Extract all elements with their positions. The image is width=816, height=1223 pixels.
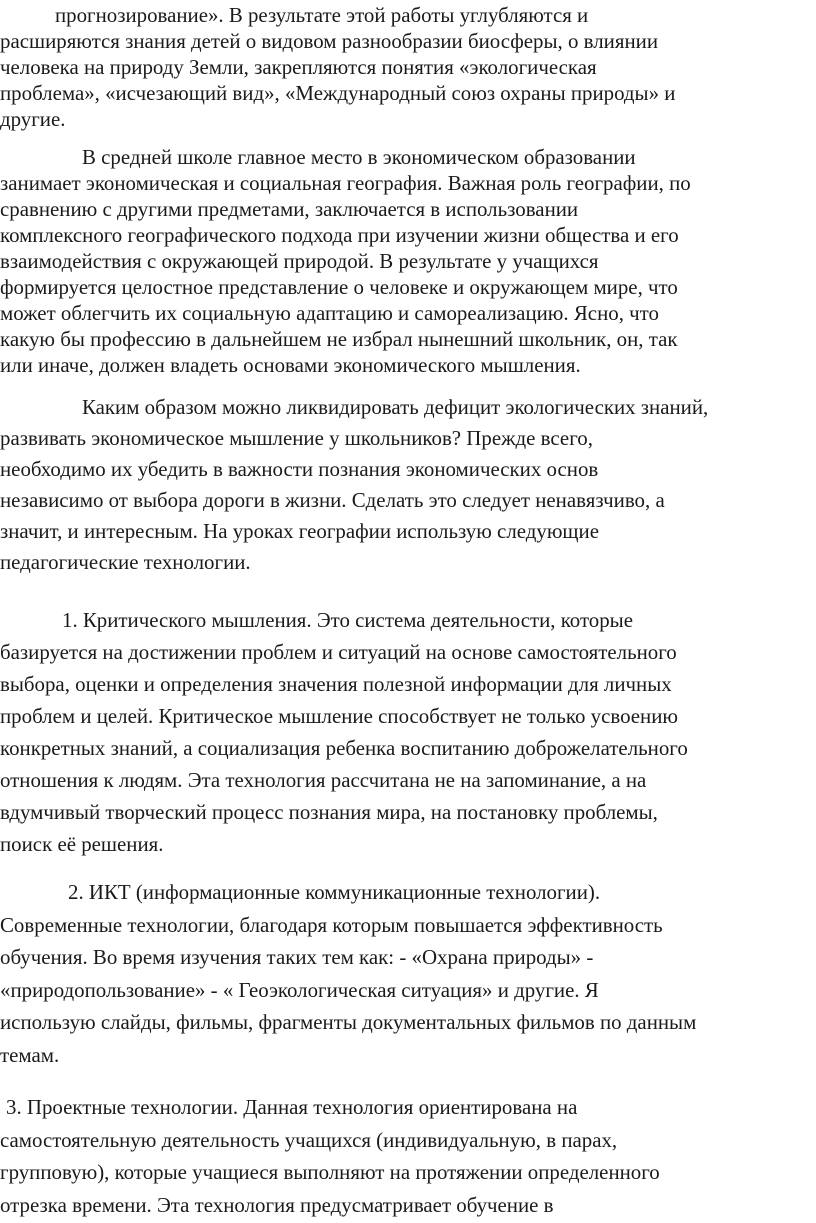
text-line: проблем и целей. Критическое мышление способствует не только усвоению: [0, 704, 679, 728]
text-line: какую бы профессию в дальнейшем не избрал нынешний школьник, он, так: [0, 327, 678, 351]
text-line: Современные технологии, благодаря которым повышается эффективность: [0, 912, 663, 937]
text-line: человека на природу Земли, закрепляются понятия «экологическая: [0, 55, 597, 79]
text-line: формируется целостное представление о человеке и окружающем мире, что: [0, 275, 678, 299]
text-line: или иначе, должен владеть основами экономического мышления.: [0, 353, 581, 377]
text-line: конкретных знаний, а социализация ребенка воспитанию доброжелательного: [0, 736, 688, 760]
text-line: отрезка времени. Эта технология предусматривает обучение в: [0, 1192, 554, 1217]
text-line: необходимо их убедить в важности познания экономических основ: [0, 457, 599, 481]
text-line: поиск её решения.: [0, 832, 164, 856]
text-line: использую слайды, фильмы, фрагменты документальных фильмов по данным: [0, 1010, 697, 1034]
paragraph-2: [0, 144, 816, 378]
text-line: 1. Критического мышления. Это система деятельности, которые: [62, 608, 633, 632]
text-line: 2. ИКТ (информационные коммуникационные технологии).: [68, 880, 601, 904]
text-line: В средней школе главное место в экономическом образовании: [82, 145, 636, 169]
text-line: 3. Проектные технологии. Данная технология ориентирована на: [6, 1095, 578, 1119]
list-item-ict: [0, 876, 816, 1071]
text-line: взаимодействия с окружающей природой. В результате у учащихся: [0, 249, 599, 273]
text-line: прогнозирование». В результате этой работы углубляются и: [55, 3, 589, 27]
text-line: базируется на достижении проблем и ситуаций на основе самостоятельного: [0, 640, 677, 664]
text-line: «природопользование» - « Геоэкологическая ситуация» и другие. Я: [0, 977, 599, 1002]
text-line: самостоятельную деятельность учащихся (индивидуальную, в парах,: [0, 1127, 618, 1152]
text-line: групповую), которые учащиеся выполняют на протяжении определенного: [0, 1160, 660, 1184]
text-line: проблема», «исчезающий вид», «Международный союз охраны природы» и: [0, 81, 676, 105]
text-line: Каким образом можно ликвидировать дефицит экологических знаний,: [82, 395, 709, 419]
text-line: может облегчить их социальную адаптацию и самореализацию. Ясно, что: [0, 301, 659, 325]
paragraph-1: [0, 2, 816, 132]
text-line: развивать экономическое мышление у школьников? Прежде всего,: [0, 426, 593, 450]
text-line: комплексного географического подхода при изучении жизни общества и его: [0, 223, 679, 247]
text-line: значит, и интересным. На уроках географии использую следующие: [0, 519, 599, 543]
text-line: выбора, оценки и определения значения полезной информации для личных: [0, 672, 672, 696]
text-line: вдумчивый творческий процесс познания мира, на постановку проблемы,: [0, 800, 658, 824]
text-line: педагогические технологии.: [0, 550, 251, 574]
list-item-critical-thinking: [0, 604, 816, 860]
text-line: сравнению с другими предметами, заключается в использовании: [0, 197, 579, 221]
text-line: темам.: [0, 1042, 60, 1067]
text-line: независимо от выбора дороги в жизни. Сделать это следует ненавязчиво, а: [0, 488, 665, 512]
paragraph-3: [0, 392, 816, 578]
text-line: обучения. Во время изучения таких тем как: - «Охрана природы» -: [0, 945, 594, 969]
text-line: занимает экономическая и социальная география. Важная роль географии, по: [0, 171, 691, 195]
list-item-project-technologies: [0, 1091, 816, 1221]
text-line: отношения к людям. Эта технология рассчитана не на запоминание, а на: [0, 768, 647, 792]
text-line: другие.: [0, 107, 66, 131]
text-line: расширяются знания детей о видовом разнообразии биосферы, о влиянии: [0, 29, 658, 53]
